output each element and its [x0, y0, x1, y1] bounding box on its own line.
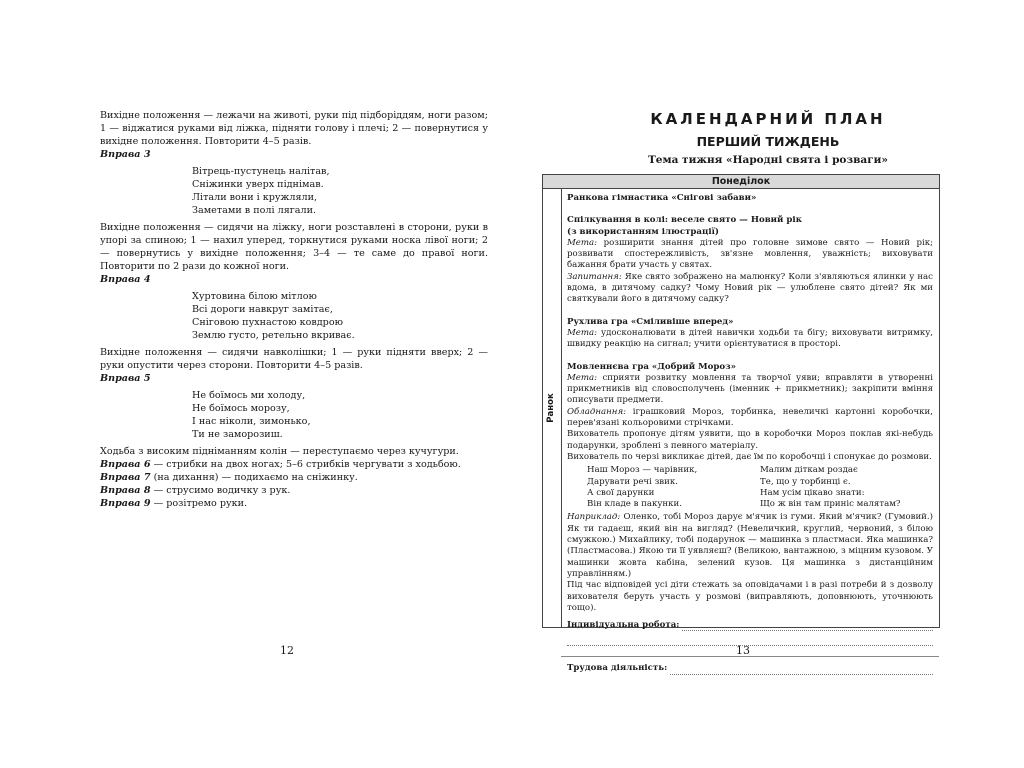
poem-column [587, 465, 760, 510]
poem-line: Ти не заморозиш. [192, 429, 283, 440]
poem-column [760, 465, 933, 510]
exercise-title: Вправа 5 [100, 373, 151, 384]
speech-heading: Мовленнєва гра «Добрий Мороз» [567, 361, 736, 372]
poem [192, 290, 488, 342]
fill-line [670, 664, 933, 675]
week-title: ПЕРШИЙ ТИЖДЕНЬ [696, 134, 840, 149]
poem [192, 389, 488, 441]
labour-label: Трудова діяльність: [567, 663, 668, 674]
poem-line: Землю густо, ретельно вкриває. [192, 330, 355, 341]
goal-text: удосконалювати в дітей навички ходьби та бігу; виховувати витримку, швидку реакцію на сигнал; учити орієнтуватися в просторі. [567, 327, 933, 350]
fill-line [682, 620, 933, 631]
questions-label: Запитання: [567, 271, 622, 282]
poem-line: Не боїмось морозу, [192, 403, 290, 414]
plan-title: КАЛЕНДАРНИЙ ПЛАН [650, 110, 886, 128]
paragraph: Під час відповідей усі діти стежать за оповідачами і в разі потреби й з дозволу вихователя беруть участь у розмові (виправляють, доповнюють, уточнюють тощо). [567, 580, 933, 613]
poem-line: Те, що у торбинці є. [760, 476, 851, 487]
gym-heading: Ранкова гімнастика «Снігові забави» [567, 193, 757, 203]
game-goal [567, 328, 933, 351]
poem-line: Дарувати речі звик. [587, 476, 678, 487]
talk-questions [567, 272, 933, 306]
exercise-text: — струсимо водичку з рук. [150, 485, 291, 496]
poem-line: Малим діткам роздає [760, 465, 858, 476]
individual-work-label: Індивідуальна робота: [567, 620, 680, 631]
time-of-day-column [543, 189, 562, 627]
paragraph: Вихідне положення — лежачи на животі, руки під підборіддям, ноги разом; 1 — віджатися руками від ліжка, підняти голову і плечі; 2 — повернутися у вихідне положення. Повторити 4–5 разів. [100, 110, 488, 147]
talk-heading: Спілкування в колі: веселе свято — Новий рік [567, 215, 802, 226]
poem-line: Вітрець-пустунець налітав, [192, 166, 330, 177]
left-page-body [100, 109, 488, 510]
theme-title: Тема тижня «Народні свята і розваги» [647, 154, 888, 166]
paragraph: Вихователь по черзі викликає дітей, дає їм по коробочці і спонукає до розмови. [567, 451, 932, 462]
poem-line: Літали вони і кружляли, [192, 192, 318, 203]
example [567, 512, 933, 580]
poem [192, 165, 488, 217]
example-text: Оленко, тобі Мороз дарує м'ячик із гуми. Який м'ячик? (Гумовий.) Як ти гадаєш, який він на вигляд? (Невеличкий, круглий, червоний, з білою смужкою.) Михайлику, тобі подарунок — машинка з пластмаси. Яка машинка? (Пластмасова.) Якою ти її уявляєш? (Великою, вантажною, з міцним кузовом. У машинки жовта кабіна, зелений кузов. Ця машинка з дистанційним управлінням.) [567, 512, 933, 579]
equipment [567, 407, 933, 430]
talk-goal [567, 238, 933, 272]
exercise-line [100, 471, 488, 484]
poem-line: Сніжинки уверх піднімав. [192, 179, 324, 190]
exercise-title: Вправа 4 [100, 274, 151, 285]
paragraph: Вихідне положення — сидячи на ліжку, ноги розставлені в сторони, руки в упорі за спиною; 1 — нахил уперед, торкнутися руками носка лівої ноги; 2 — повернутись у вихідне положення; 3–4 — те саме до правої ноги. Повторити по 2 рази до кожної ноги. [100, 222, 488, 272]
goal-label: Мета: [567, 372, 598, 383]
goal-label: Мета: [567, 327, 598, 338]
poem-line: Нам усім цікаво знати: [760, 487, 865, 498]
paragraph: Вихідне положення — сидячи навколішки; 1 — руки підняти вверх; 2 — руки опустити через сторони. Повторити 4–5 разів. [100, 347, 488, 371]
labour-row [567, 663, 933, 674]
paragraph: Ходьба з високим підніманням колін — переступаємо через кучугури. [100, 446, 459, 457]
exercise-text: — розітремо руки. [150, 498, 248, 509]
page-number: 12 [280, 644, 294, 657]
plan-cell [567, 193, 933, 675]
example-label: Наприклад: [567, 512, 621, 523]
poem-line: Він кладе в пакунки. [587, 499, 682, 510]
exercise-line [100, 497, 488, 510]
poem [587, 465, 933, 510]
right-page [512, 0, 1024, 768]
exercise-label: Вправа 6 [100, 459, 151, 470]
questions-text: Яке свято зображено на малюнку? Коли з'являються ялинки у нас вдома, в дитячому садку? Чому Новий рік — улюблене свято дітей? Як ми святкували його в дитячому садку? [567, 271, 933, 305]
page-number: 13 [736, 644, 750, 657]
poem-line: Що ж він там приніс малятам? [760, 499, 901, 510]
exercise-title: Вправа 3 [100, 149, 151, 160]
poem-line: І нас ніколи, зимонько, [192, 416, 311, 427]
exercise-line [100, 484, 488, 497]
individual-work-row [567, 620, 933, 631]
goal-label: Мета: [567, 237, 598, 248]
exercise-label: Вправа 8 [100, 485, 151, 496]
equipment-label: Обладнання: [567, 406, 627, 417]
day-header: Понеділок [543, 175, 939, 189]
speech-goal [567, 373, 933, 407]
exercise-text: (на дихання) — подихаємо на сніжинку. [150, 472, 358, 483]
poem-line: Заметами в полі лягали. [192, 205, 317, 216]
poem-line: Всі дороги навкруг замітає, [192, 304, 333, 315]
fill-line [567, 633, 933, 646]
time-of-day-label: Ранок [546, 393, 556, 423]
poem-line: Хуртовина білою мітлою [192, 291, 317, 302]
poem-line: А свої дарунки [587, 487, 655, 498]
equipment-text: іграшковий Мороз, торбинка, невеличкі картонні коробочки, перев'язані кольоровими стрічками. [567, 406, 933, 429]
exercise-line [100, 458, 488, 471]
paragraph: Вихователь пропонує дітям уявити, що в коробочки Мороз поклав які-небудь подарунки, зроблені з певного матеріалу. [567, 429, 933, 451]
exercise-label: Вправа 9 [100, 498, 151, 509]
exercise-label: Вправа 7 [100, 472, 151, 483]
poem-line: Наш Мороз — чарівник, [587, 465, 698, 476]
goal-text: розширити знання дітей про головне зимове свято — Новий рік; розвивати спостережливість, зв'язне мовлення, уважність; виховувати бажання брати участь у святах. [567, 237, 933, 271]
game-heading: Рухлива гра «Сміливіше вперед» [567, 316, 734, 327]
poem-line: Сніговою пухнастою ковдрою [192, 317, 343, 328]
poem-line: Не боїмось ми холоду, [192, 390, 306, 401]
talk-subheading: (з використанням ілюстрації) [567, 226, 719, 237]
divider [561, 648, 939, 657]
exercise-text: — стрибки на двох ногах; 5–6 стрибків чергувати з ходьбою. [150, 459, 461, 470]
goal-text: сприяти розвитку мовлення та творчої уяви; вправляти в утворенні прикметників від словосполучень (іменник + прикметник); закріпити вміння описувати предмети. [567, 372, 933, 406]
